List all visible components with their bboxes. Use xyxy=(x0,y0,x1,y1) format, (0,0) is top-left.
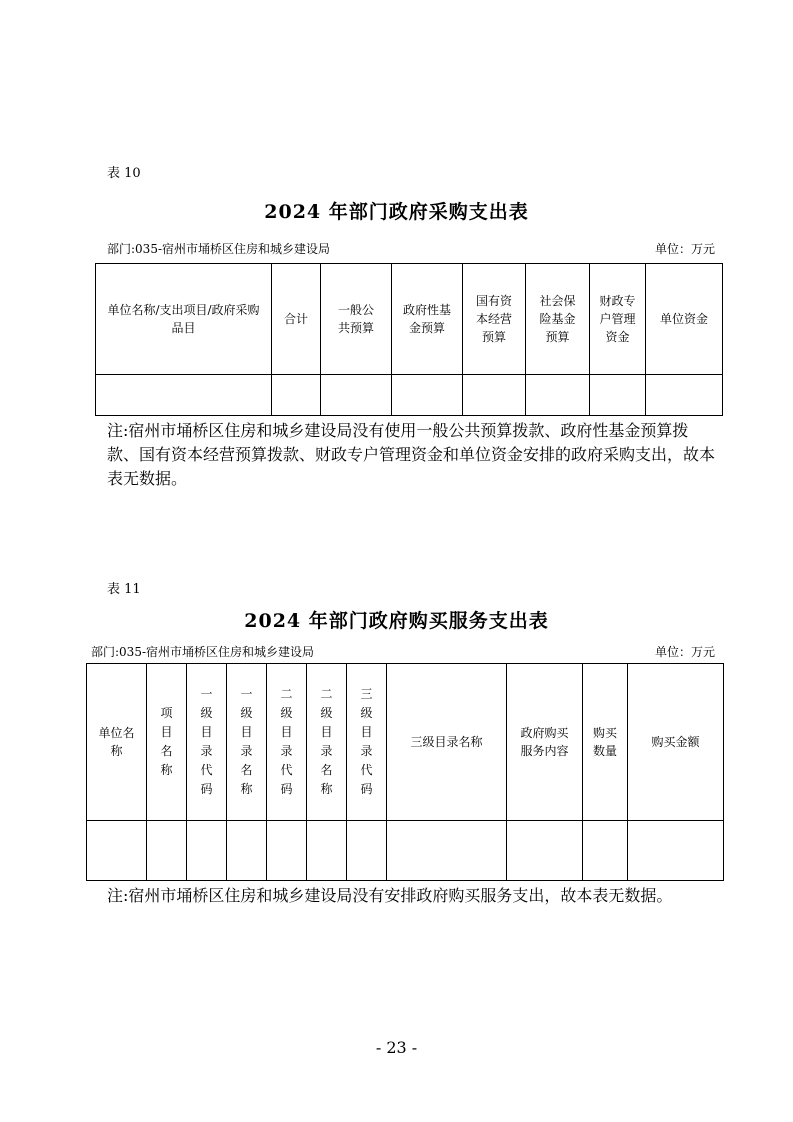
table10-title: 2024 年部门政府采购支出表 xyxy=(264,201,529,223)
table11-grid xyxy=(86,663,724,881)
table11-header-level3-code: 三 级 目 录 代 码 xyxy=(347,664,387,821)
table-cell xyxy=(507,821,583,881)
table-cell xyxy=(267,821,307,881)
table-cell xyxy=(96,375,272,416)
table11-label: 表 11 xyxy=(107,582,141,597)
table-cell xyxy=(590,375,646,416)
table10-header-unit-name: 单位名称/支出项目/政府采购品目 xyxy=(96,264,272,375)
table10-header-total: 合计 xyxy=(272,264,321,375)
table11-header-level2-code: 二 级 目 录 代 码 xyxy=(267,664,307,821)
table10-header-special-account: 财政专户管理资金 xyxy=(590,264,646,375)
table11-header-level3-name: 三级目录名称 xyxy=(387,664,507,821)
table-cell xyxy=(463,375,526,416)
table-cell xyxy=(392,375,463,416)
table10-label: 表 10 xyxy=(107,166,141,181)
table-cell xyxy=(387,821,507,881)
table11-header-row xyxy=(87,664,724,821)
table-cell xyxy=(227,821,267,881)
table11-department: 部门:035-宿州市埇桥区住房和城乡建设局 xyxy=(91,645,315,659)
table11-header-unit-name: 单位名称 xyxy=(87,664,147,821)
table10-note: 注:宿州市埇桥区住房和城乡建设局没有使用一般公共预算拨款、政府性基金预算拨款、国有资本经营预算拨款、财政专户管理资金和单位资金安排的政府采购支出，故本表无数据。 xyxy=(107,421,716,488)
page-number: - 23 - xyxy=(375,1038,418,1057)
table-cell xyxy=(307,821,347,881)
table11-header-level1-code: 一 级 目 录 代 码 xyxy=(187,664,227,821)
table11-header-service-content: 政府购买服务内容 xyxy=(507,664,583,821)
table11-header-level1-name: 一 级 目 录 名 称 xyxy=(227,664,267,821)
table10-department: 部门:035-宿州市埇桥区住房和城乡建设局 xyxy=(107,242,331,256)
table-cell xyxy=(646,375,723,416)
table11-empty-row xyxy=(87,821,724,881)
table-cell xyxy=(187,821,227,881)
table-cell xyxy=(87,821,147,881)
table10-header-state-capital: 国有资本经营预算 xyxy=(463,264,526,375)
table-cell xyxy=(583,821,628,881)
table10-header-row xyxy=(96,264,723,375)
table10-grid xyxy=(95,263,723,416)
table11-title: 2024 年部门政府购买服务支出表 xyxy=(244,610,549,632)
table11-unit: 单位：万元 xyxy=(654,645,715,659)
table11-header-amount: 购买金额 xyxy=(628,664,724,821)
table10-header-fund-budget: 政府性基金预算 xyxy=(392,264,463,375)
table11-header-level2-name: 二 级 目 录 名 称 xyxy=(307,664,347,821)
table-cell xyxy=(321,375,392,416)
table11-note: 注:宿州市埇桥区住房和城乡建设局没有安排政府购买服务支出，故本表无数据。 xyxy=(107,886,673,905)
table-cell xyxy=(347,821,387,881)
table10-header-unit-funds: 单位资金 xyxy=(646,264,723,375)
table10-unit: 单位：万元 xyxy=(654,242,715,256)
table-cell xyxy=(628,821,724,881)
table-cell xyxy=(147,821,187,881)
table10-header-general-budget: 一般公共预算 xyxy=(321,264,392,375)
table11-header-project-name: 项 目 名 称 xyxy=(147,664,187,821)
table-cell xyxy=(272,375,321,416)
table10-empty-row xyxy=(96,375,723,416)
table11-header-quantity: 购买数量 xyxy=(583,664,628,821)
table10-header-social-insurance: 社会保险基金预算 xyxy=(526,264,590,375)
table-cell xyxy=(526,375,590,416)
